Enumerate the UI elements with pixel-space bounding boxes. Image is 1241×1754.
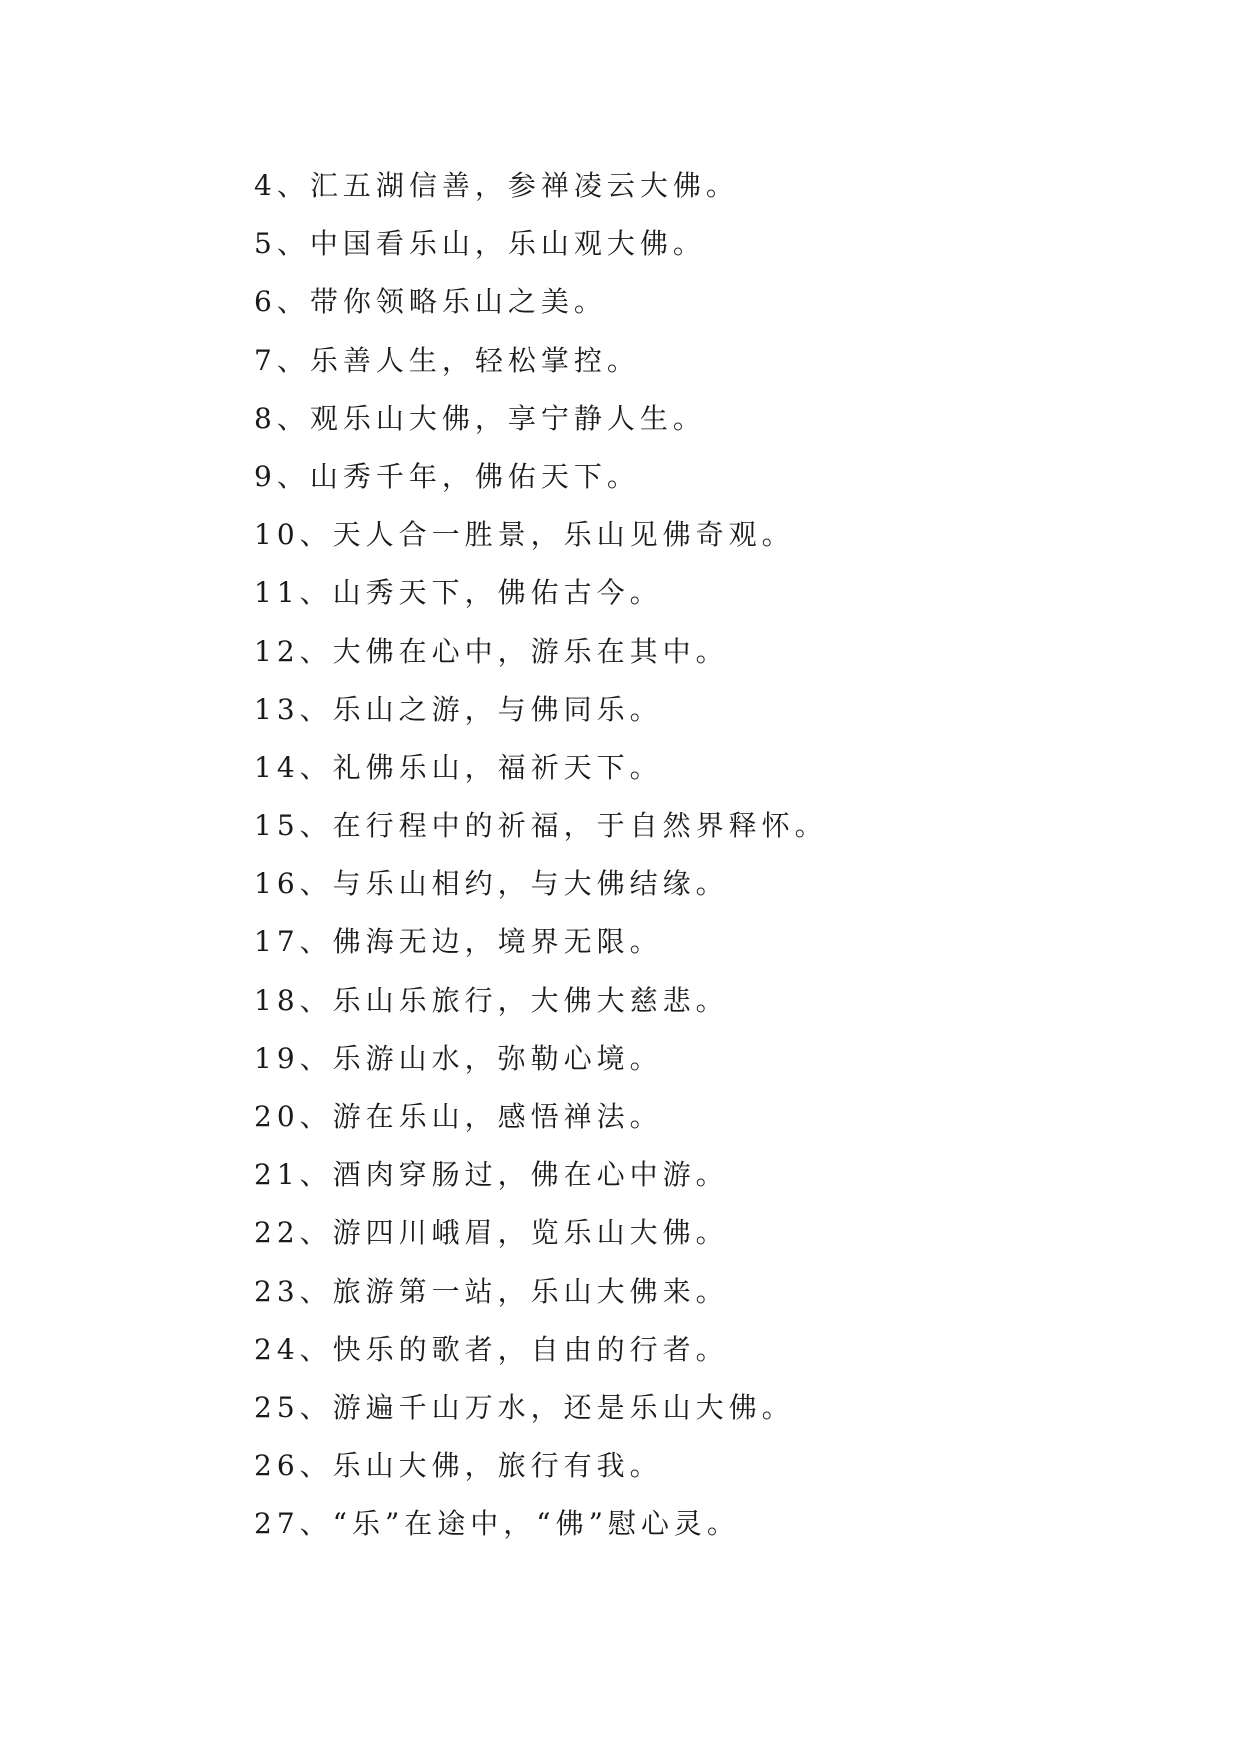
list-item: 6、带你领略乐山之美。 (254, 285, 607, 319)
slogan-list (254, 160, 828, 1557)
list-item: 27、“乐”在途中，“佛”慰心灵。 (254, 1507, 740, 1541)
list-item: 23、旅游第一站，乐山大佛来。 (254, 1274, 729, 1308)
list-item: 14、礼佛乐山，福祈天下。 (254, 750, 663, 784)
list-item: 26、乐山大佛，旅行有我。 (254, 1449, 663, 1483)
list-item: 11、山秀天下，佛佑古今。 (254, 576, 663, 610)
list-item: 9、山秀千年，佛佑天下。 (254, 459, 640, 493)
list-item: 16、与乐山相约，与大佛结缘。 (254, 867, 729, 901)
list-item: 15、在行程中的祈福，于自然界释怀。 (254, 809, 828, 843)
list-item: 10、天人合一胜景，乐山见佛奇观。 (254, 518, 795, 552)
list-item: 22、游四川峨眉，览乐山大佛。 (254, 1216, 729, 1250)
list-item: 19、乐游山水，弥勒心境。 (254, 1041, 663, 1075)
list-item: 7、乐善人生，轻松掌控。 (254, 343, 640, 377)
list-item: 25、游遍千山万水，还是乐山大佛。 (254, 1390, 795, 1424)
list-item: 17、佛海无边，境界无限。 (254, 925, 663, 959)
list-item: 8、观乐山大佛，享宁静人生。 (254, 401, 706, 435)
list-item: 21、酒肉穿肠过，佛在心中游。 (254, 1158, 729, 1192)
list-item: 24、快乐的歌者，自由的行者。 (254, 1332, 729, 1366)
list-item: 20、游在乐山，感悟禅法。 (254, 1100, 663, 1133)
list-item: 12、大佛在心中，游乐在其中。 (254, 634, 729, 668)
list-item: 18、乐山乐旅行，大佛大慈悲。 (254, 983, 729, 1017)
list-item: 13、乐山之游，与佛同乐。 (254, 692, 663, 726)
list-item: 5、中国看乐山，乐山观大佛。 (254, 227, 706, 261)
list-item: 4、汇五湖信善，参禅凌云大佛。 (254, 169, 739, 202)
